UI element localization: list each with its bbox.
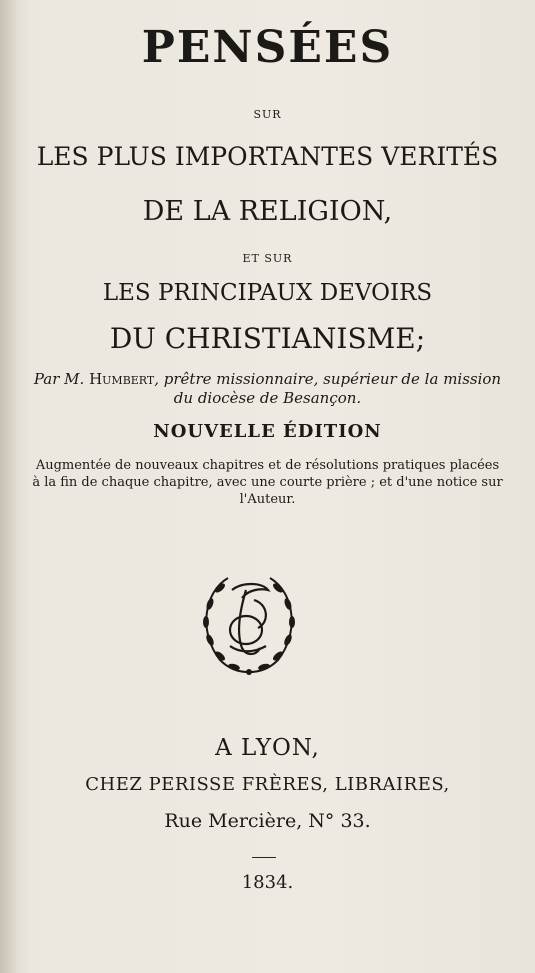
augmentation-note: Augmentée de nouveaux chapitres et de résolutions pratiques placées à la fin de chaque chapitre, avec une courte prière ; et d'une notice sur l'Auteur. <box>32 458 503 507</box>
separator-rule <box>252 857 276 858</box>
subtitle-line-3: LES PRINCIPAUX DEVOIRS <box>102 280 433 306</box>
edition-statement: NOUVELLE ÉDITION <box>153 421 382 442</box>
conjunction-sur: SUR <box>253 108 282 121</box>
imprint-city: A LYON, <box>215 735 320 761</box>
imprint-year: 1834. <box>241 872 294 893</box>
subtitle-line-2: DE LA RELIGION, <box>142 196 393 227</box>
imprint-address: Rue Mercière, N° 33. <box>164 810 371 832</box>
imprint-publisher: CHEZ PERISSE FRÈRES, LIBRAIRES, <box>85 774 450 795</box>
subtitle-line-1: LES PLUS IMPORTANTES VERITÉS <box>36 142 499 171</box>
book-title: PENSÉES <box>141 22 394 73</box>
author-name: Humbert <box>89 370 155 388</box>
author-statement <box>25 370 510 408</box>
monogram-wreath-icon <box>190 560 308 678</box>
author-description: , prêtre missionnaire, supérieur de la mission du diocèse de Besançon. <box>154 370 502 407</box>
author-prefix: Par M. <box>33 370 90 388</box>
subtitle-line-4: DU CHRISTIANISME; <box>109 322 426 355</box>
conjunction-et-sur: ET SUR <box>242 252 293 265</box>
